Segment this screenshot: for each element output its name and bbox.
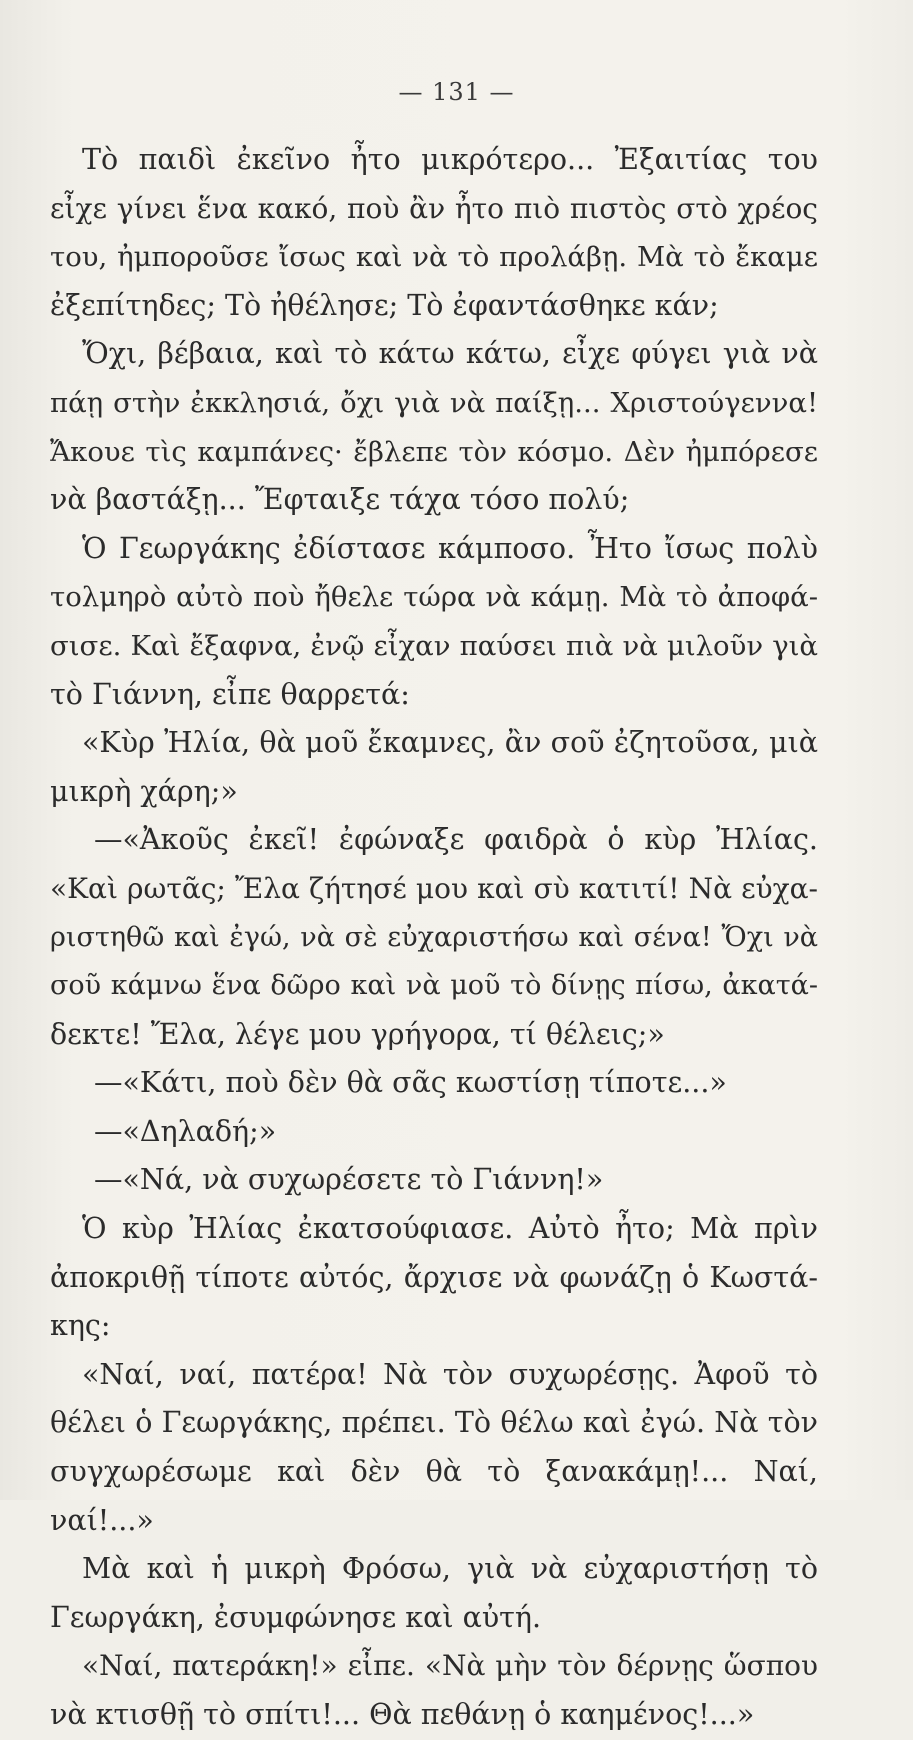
text-line: κης: xyxy=(50,1309,111,1343)
text-line: νὰ βαστάξῃ... Ἔφταιξε τάχα τόσο πολύ; xyxy=(50,483,630,517)
body-text xyxy=(50,136,818,1740)
text-line: ριστηθῶ καὶ ἐγώ, νὰ σὲ εὐχαριστήσω καὶ σένα! Ὄχι νὰ xyxy=(50,921,818,953)
text-line: ἐξεπίτηδες; Τὸ ἠθέλησε; Τὸ ἐφαντάσθηκε κάν; xyxy=(50,288,719,322)
text-line: «Ναί, πατεράκη!» εἶπε. «Νὰ μὴν τὸν δέρνῃς ὥσπου xyxy=(82,1649,818,1683)
text-line: του, ἠμποροῦσε ἴσως καὶ νὰ τὸ προλάβῃ. Μὰ τὸ ἔκαμε xyxy=(50,241,818,274)
text-line: Ὁ κὺρ Ἠλίας ἐκατσούφιασε. Αὐτὸ ἦτο; Μὰ πρὶν xyxy=(82,1212,818,1246)
text-line: —«Κάτι, ποὺ δὲν θὰ σᾶς κωστίσῃ τίποτε...» xyxy=(94,1066,727,1100)
text-line: Ἄκουε τὶς καμπάνες· ἔβλεπε τὸν κόσμο. Δὲν ἠμπόρεσε xyxy=(50,435,818,468)
page-number: — 131 — xyxy=(398,78,515,106)
text-line: συγχωρέσωμε καὶ δὲν θὰ τὸ ξανακάμῃ!... Ναί, xyxy=(50,1455,818,1489)
text-line: —«Νά, νὰ συχωρέσετε τὸ Γιάννη!» xyxy=(94,1163,604,1197)
text-line: «Καὶ ρωτᾶς; Ἔλα ζήτησέ μου καὶ σὺ κατιτί! Νὰ εὐχα- xyxy=(50,871,818,905)
text-line: Τὸ παιδὶ ἐκεῖνο ἦτο μικρότερο... Ἐξαιτίας του xyxy=(82,143,818,176)
text-line: Μὰ καὶ ἡ μικρὴ Φρόσω, γιὰ νὰ εὐχαριστήσῃ τὸ xyxy=(82,1552,818,1586)
text-line: ναί!...» xyxy=(50,1503,154,1537)
text-line: σοῦ κάμνω ἕνα δῶρο καὶ νὰ μοῦ τὸ δίνῃς πίσω, ἀκατά- xyxy=(50,970,818,1002)
text-line: Γεωργάκη, ἐσυμφώνησε καὶ αὐτή. xyxy=(50,1600,542,1634)
text-line: τὸ Γιάννη, εἶπε θαρρετά: xyxy=(50,677,410,711)
text-line: εἶχε γίνει ἕνα κακό, ποὺ ἂν ἦτο πιὸ πιστὸς στὸ χρέος xyxy=(50,191,818,225)
text-line: —«Ἀκοῦς ἐκεῖ! ἐφώναξε φαιδρὰ ὁ κὺρ Ἠλίας. xyxy=(94,823,818,857)
text-line: μικρὴ χάρη;» xyxy=(50,774,238,808)
text-line: θέλει ὁ Γεωργάκης, πρέπει. Τὸ θέλω καὶ ἐγώ. Νὰ τὸν xyxy=(50,1406,818,1440)
text-line: δεκτε! Ἔλα, λέγε μου γρήγορα, τί θέλεις;» xyxy=(50,1017,665,1051)
text-line: —«Δηλαδή;» xyxy=(94,1114,277,1148)
text-line: ἀποκριθῇ τίποτε αὐτός, ἄρχισε νὰ φωνάζῃ ὁ Κωστά- xyxy=(50,1260,818,1294)
text-line: «Κὺρ Ἠλία, θὰ μοῦ ἔκαμνες, ἂν σοῦ ἐζητοῦσα, μιὰ xyxy=(82,726,818,760)
text-line: Ὄχι, βέβαια, καὶ τὸ κάτω κάτω, εἶχε φύγει γιὰ νὰ xyxy=(82,337,818,371)
text-line: πάῃ στὴν ἐκκλησιά, ὄχι γιὰ νὰ παίξῃ... Χριστούγεννα! xyxy=(50,386,818,419)
text-line: νὰ κτισθῇ τὸ σπίτι!... Θὰ πεθάνῃ ὁ καημένος!...» xyxy=(50,1698,755,1731)
text-line: Ὁ Γεωργάκης ἐδίστασε κάμποσο. Ἦτο ἴσως πολὺ xyxy=(82,531,818,565)
text-line: τολμηρὸ αὐτὸ ποὺ ἤθελε τώρα νὰ κάμῃ. Μὰ τὸ ἀποφά- xyxy=(50,581,818,614)
text-line: «Ναί, ναί, πατέρα! Νὰ τὸν συχωρέσῃς. Ἀφοῦ τὸ xyxy=(82,1357,818,1391)
text-line: σισε. Καὶ ἔξαφνα, ἐνῷ εἶχαν παύσει πιὰ νὰ μιλοῦν γιὰ xyxy=(50,629,818,662)
